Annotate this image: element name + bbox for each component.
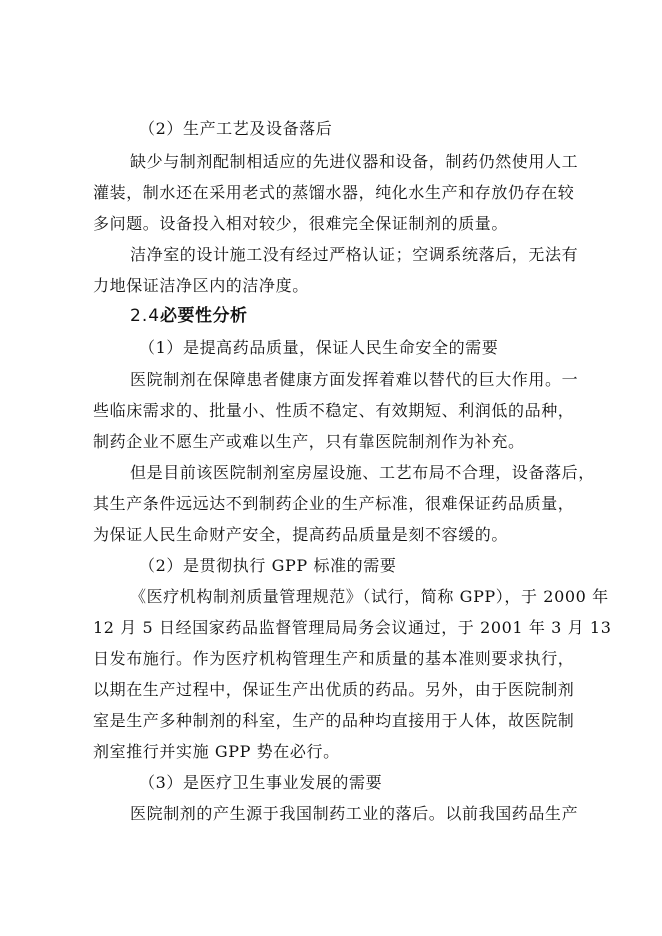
paragraph-line: 剂室推行并实施 GPP 势在必行。 (93, 742, 340, 761)
subheading-development: （3）是医疗卫生事业发展的需要 (139, 773, 383, 792)
subheading-quality: （1）是提高药品质量，保证人民生命安全的需要 (139, 338, 499, 357)
paragraph-line: 洁净室的设计施工没有经过严格认证；空调系统落后，无法有 (130, 245, 579, 264)
paragraph-line: 医院制剂在保障患者健康方面发挥着难以替代的巨大作用。一 (130, 370, 579, 389)
subheading-equipment: （2）生产工艺及设备落后 (139, 119, 333, 138)
section-heading (130, 303, 248, 329)
paragraph-line: 室是生产多种制剂的科室，生产的品种均直接用于人体，故医院制 (93, 711, 575, 730)
paragraph-line: 但是目前该医院制剂室房屋设施、工艺布局不合理，设备落后， (130, 463, 595, 482)
paragraph-line: 制药企业不愿生产或难以生产，只有靠医院制剂作为补充。 (93, 432, 525, 451)
paragraph-line: 以期在生产过程中，保证生产出优质的药品。另外，由于医院制剂 (93, 680, 575, 699)
paragraph-line: 《医疗机构制剂质量管理规范》（试行，简称 GPP），于 2000 年 (130, 587, 609, 606)
subheading-gpp: （2）是贯彻执行 GPP 标准的需要 (139, 556, 397, 575)
paragraph-line: 灌装，制水还在采用老式的蒸馏水器，纯化水生产和存放仍存在较 (93, 183, 575, 202)
paragraph-line: 其生产条件远远达不到制药企业的生产标准，很难保证药品质量， (93, 494, 575, 513)
paragraph-line: 日发布施行。作为医疗机构管理生产和质量的基本准则要求执行， (93, 649, 575, 668)
paragraph-line: 些临床需求的、批量小、性质不稳定、有效期短、利润低的品种， (93, 401, 575, 420)
paragraph-line: 多问题。设备投入相对较少，很难完全保证制剂的质量。 (93, 214, 509, 233)
section-number: 2.4 (130, 306, 161, 326)
paragraph-line: 医院制剂的产生源于我国制药工业的落后。以前我国药品生产 (130, 804, 579, 823)
paragraph-line: 缺少与制剂配制相适应的先进仪器和设备，制药仍然使用人工 (130, 152, 579, 171)
section-title: 必要性分析 (160, 306, 248, 326)
paragraph-line: 12 月 5 日经国家药品监督管理局局务会议通过，于 2001 年 3 月 13 (93, 618, 612, 637)
paragraph-line: 为保证人民生命财产安全，提高药品质量是刻不容缓的。 (93, 525, 509, 544)
paragraph-line: 力地保证洁净区内的洁净度。 (93, 276, 309, 295)
